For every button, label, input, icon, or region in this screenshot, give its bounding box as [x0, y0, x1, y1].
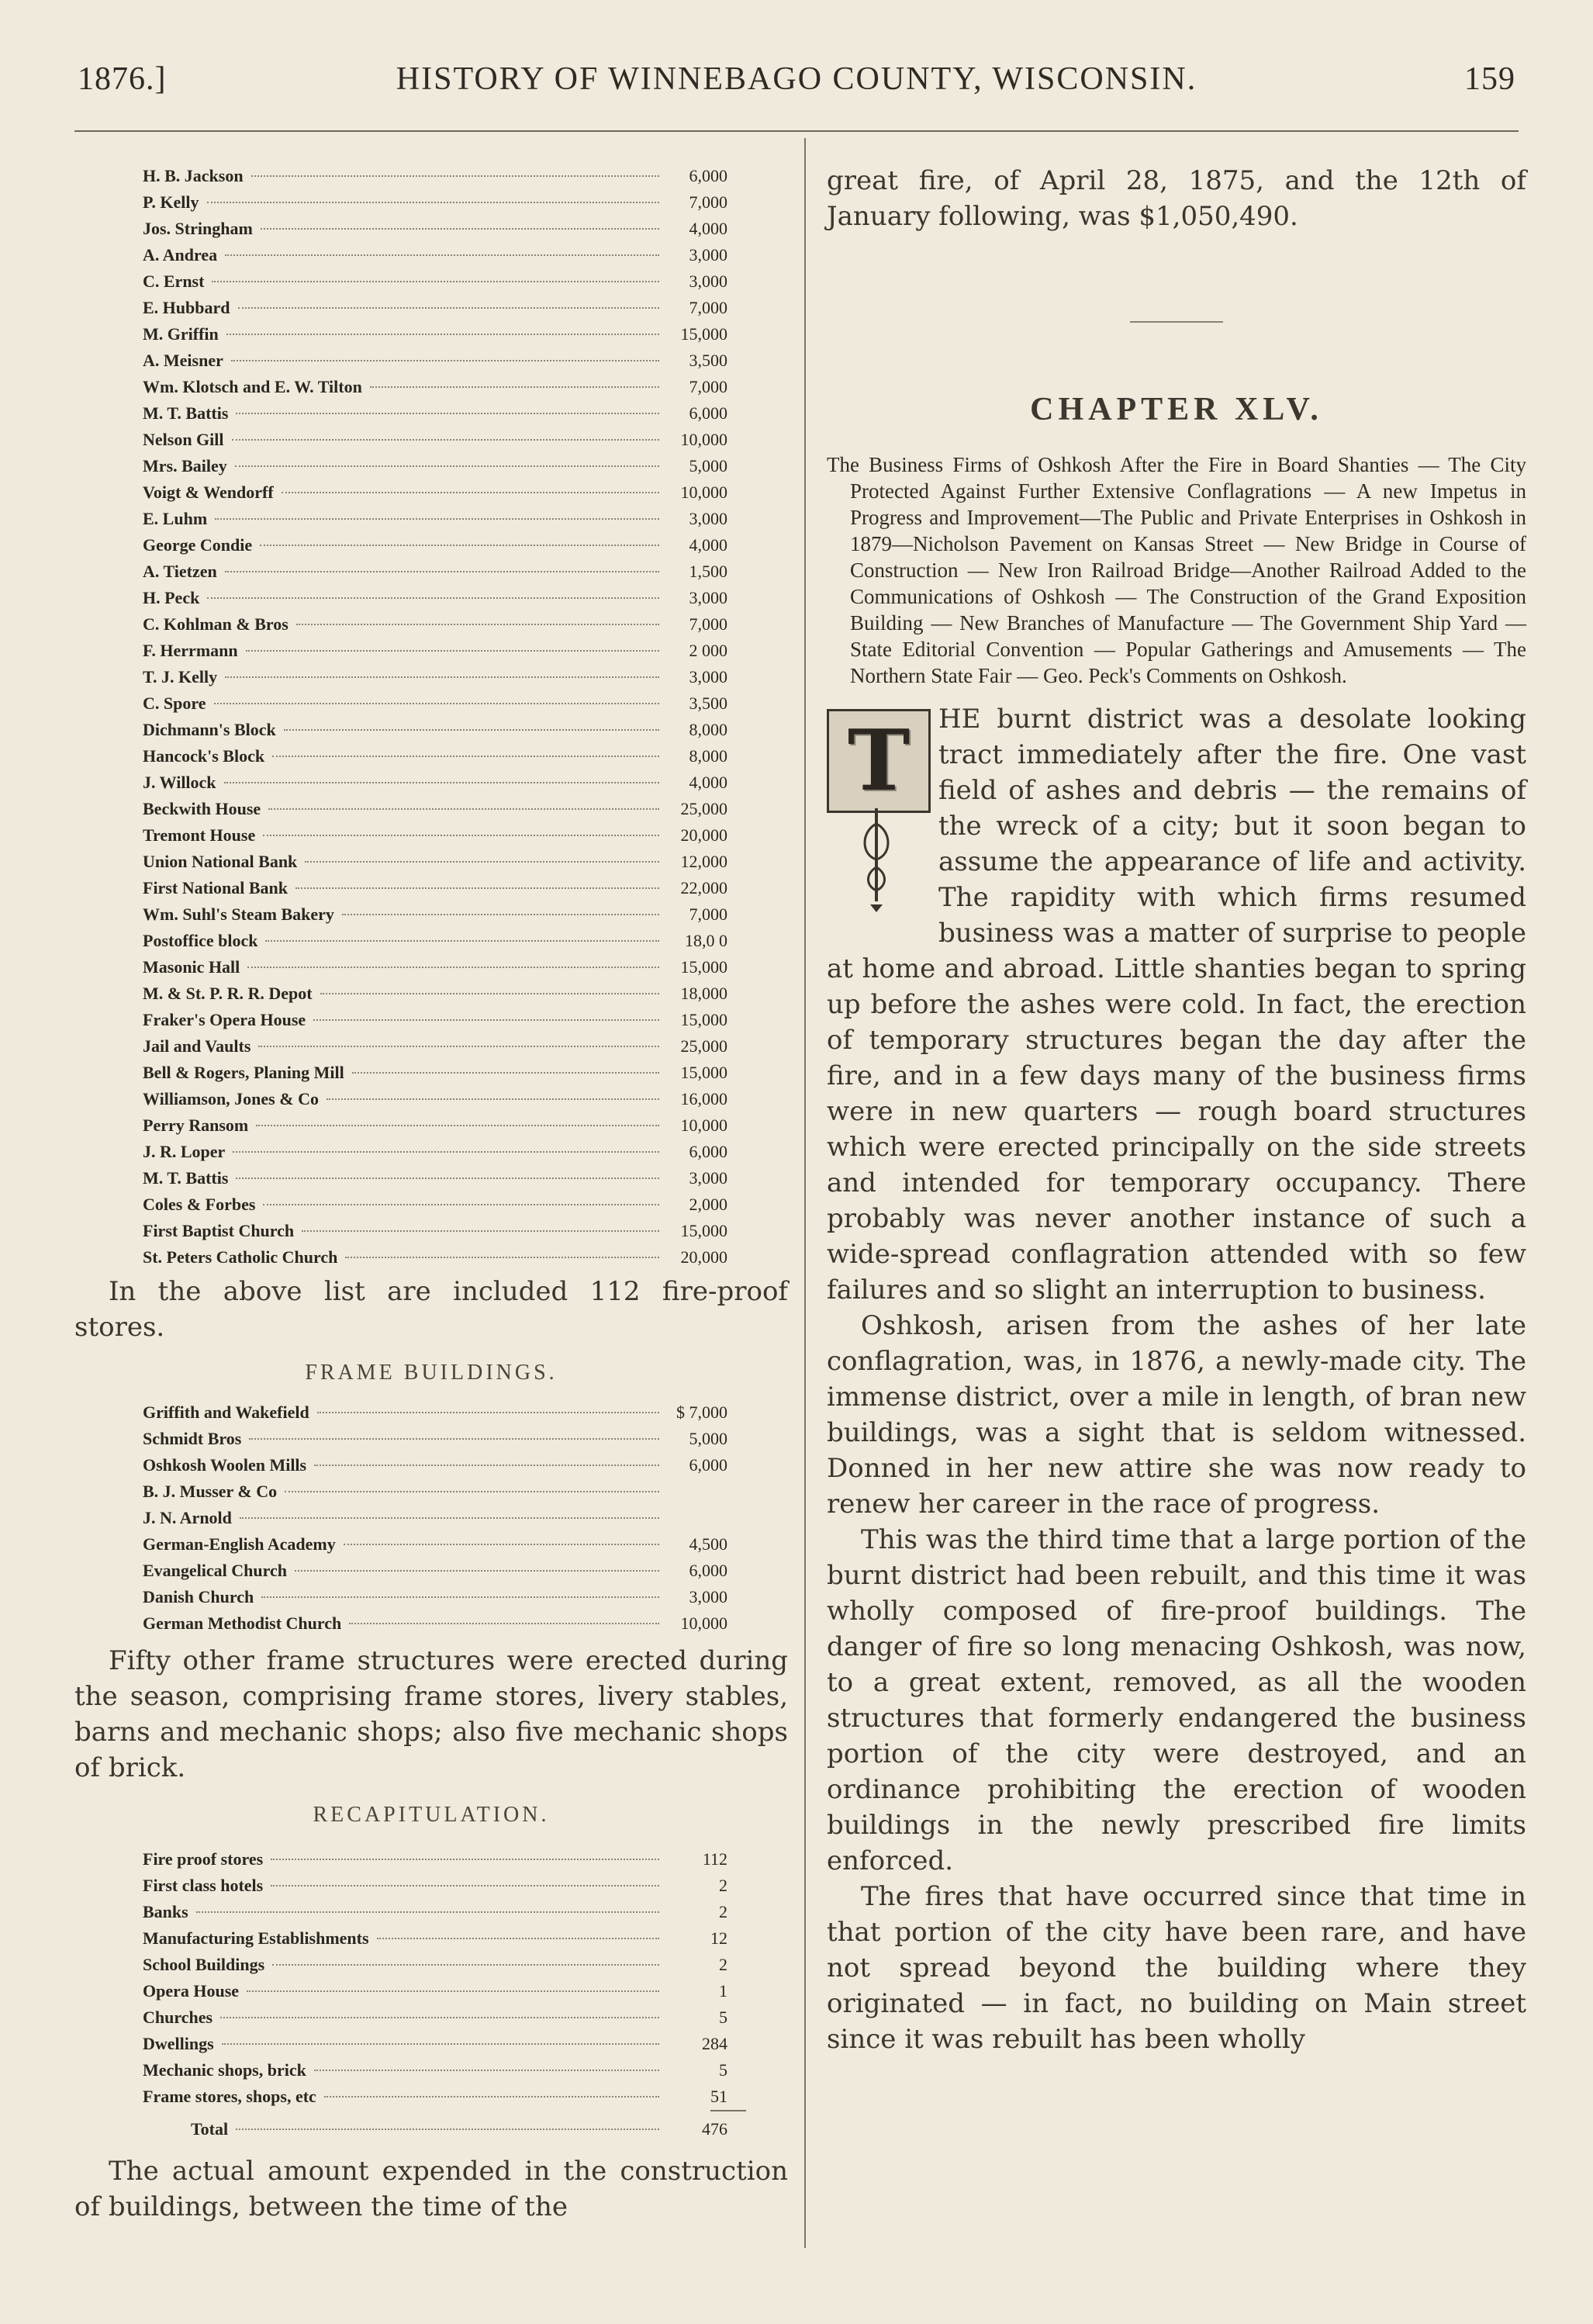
- list-item: [74, 585, 788, 611]
- leader-dots: [220, 2017, 659, 2018]
- item-name: Oshkosh Woolen Mills: [143, 1455, 307, 1475]
- leader-dots: [296, 624, 659, 625]
- leader-dots: [225, 676, 659, 678]
- item-value: 2,000: [689, 1195, 727, 1214]
- item-value: 12,000: [680, 852, 727, 871]
- leader-dots: [305, 861, 659, 863]
- list-item: [74, 1584, 788, 1610]
- leader-dots: [295, 1570, 659, 1572]
- list-item: [74, 690, 788, 717]
- total-value: 476: [702, 2119, 727, 2139]
- leader-dots: [231, 360, 659, 361]
- item-value: 6,000: [689, 166, 727, 185]
- leader-dots: [295, 887, 659, 889]
- item-name: H. Peck: [143, 588, 200, 607]
- list-item: [74, 875, 788, 901]
- leader-dots: [207, 202, 659, 203]
- list-item: [74, 1426, 788, 1452]
- item-value: 8,000: [689, 746, 727, 766]
- item-name: C. Kohlman & Bros: [143, 614, 289, 634]
- item-name: M. & St. P. R. R. Depot: [143, 984, 313, 1003]
- leader-dots: [313, 1019, 659, 1021]
- brick-buildings-list: [74, 163, 788, 1271]
- item-name: J. Willock: [143, 773, 216, 792]
- leader-dots: [284, 729, 659, 731]
- item-name: Perry Ransom: [143, 1115, 249, 1135]
- opening-paragraph-block: [827, 701, 1526, 1308]
- list-item: [74, 1191, 788, 1218]
- header-title: HISTORY OF WINNEBAGO COUNTY, WISCONSIN.: [396, 61, 1197, 97]
- item-name: Jail and Vaults: [143, 1036, 251, 1056]
- item-value: 3,000: [689, 245, 727, 265]
- item-name: A. Tietzen: [143, 562, 217, 581]
- item-name: Mechanic shops, brick: [143, 2060, 306, 2080]
- leader-dots: [236, 1178, 659, 1179]
- item-name: M. Griffin: [143, 324, 219, 344]
- chapter-title: CHAPTER XLV.: [1030, 392, 1323, 427]
- list-item: [74, 1505, 788, 1531]
- list-item: [74, 638, 788, 664]
- section-ornament-rule: [1130, 321, 1223, 323]
- list-item: [74, 1531, 788, 1558]
- leader-dots: [314, 2070, 659, 2071]
- list-item: [74, 1610, 788, 1637]
- list-item: [74, 374, 788, 400]
- list-item: [74, 348, 788, 374]
- item-name: School Buildings: [143, 1955, 265, 1974]
- list-item: [74, 216, 788, 242]
- leader-dots: [261, 1596, 659, 1598]
- item-value: 6,000: [689, 403, 727, 423]
- list-item: [74, 189, 788, 216]
- running-head: [78, 61, 1515, 107]
- list-item: [74, 1478, 788, 1505]
- item-name: First Baptist Church: [143, 1221, 295, 1240]
- drop-cap-frame: [827, 709, 931, 813]
- item-name: Hancock's Block: [143, 746, 265, 766]
- item-value: 18,000: [680, 984, 727, 1003]
- item-value: 10,000: [680, 1613, 727, 1633]
- item-value: 7,000: [689, 192, 727, 212]
- list-item: [74, 743, 788, 769]
- list-item: [74, 1952, 788, 1978]
- list-item: [74, 163, 788, 189]
- leader-dots: [271, 1885, 659, 1887]
- item-name: Wm. Suhl's Steam Bakery: [143, 904, 334, 924]
- item-name: Opera House: [143, 1981, 240, 2001]
- leader-dots: [247, 967, 659, 968]
- item-name: Nelson Gill: [143, 430, 224, 449]
- item-name: Schmidt Bros: [143, 1429, 242, 1448]
- item-value: 7,000: [689, 298, 727, 317]
- item-name: Tremont House: [143, 825, 256, 845]
- item-value: 22,000: [680, 878, 727, 897]
- item-name: J. R. Loper: [143, 1142, 226, 1161]
- leader-dots: [271, 1859, 659, 1860]
- item-name: Evangelical Church: [143, 1561, 288, 1580]
- item-name: St. Peters Catholic Church: [143, 1247, 338, 1267]
- item-name: Fire proof stores: [143, 1849, 264, 1869]
- leader-dots: [263, 1204, 659, 1205]
- list-item: [74, 321, 788, 348]
- list-item: [74, 1244, 788, 1271]
- burnt-district-paragraph: HE burnt district was a desolate looking tract immediately after the fire. One vast field of ashes and debris — the remains of the wreck of a city; but it soon began to assume the appearance of life and activity. The rapidity with which firms resumed business was a matter of surprise to people at home and abroad. Little shanties began to spring up before the ashes were cold. In fact, the erection of temporary structures began the day after the fire, and in a few days many of the business firms were in new quarters — rough board structures which were erected principally on the side streets and intended for temporary occupancy. There probably was never another instance of such a wide-spread conflagration attended with so few failures and so slight an interruption to business.: [827, 704, 1526, 1306]
- list-item: [74, 954, 788, 980]
- list-item: [74, 901, 788, 928]
- total-label: Total: [191, 2119, 229, 2139]
- list-item: [74, 1033, 788, 1060]
- leader-dots: [258, 1046, 659, 1047]
- arisen-paragraph: Oshkosh, arisen from the ashes of her late conflagration, was, in 1876, a newly-made city. The immense district, over a mile in length, of bran new buildings, was a sight that is seldom witnessed. Donned in her new attire she was now ready to renew her career in the race of progress.: [827, 1310, 1526, 1520]
- list-item: [74, 822, 788, 849]
- leader-dots: [261, 228, 659, 230]
- list-item: [74, 2084, 788, 2110]
- list-item: [74, 849, 788, 875]
- item-name: Frame stores, shops, etc: [143, 2087, 316, 2106]
- item-value: 4,000: [689, 773, 727, 792]
- item-value: 1,500: [689, 562, 727, 581]
- leader-dots: [342, 914, 659, 915]
- item-name: Masonic Hall: [143, 957, 240, 977]
- item-value: 3,000: [689, 271, 727, 291]
- item-name: Voigt & Wendorff: [143, 482, 274, 502]
- leader-dots: [349, 1623, 659, 1624]
- continuation-paragraph: great fire, of April 28, 1875, and the 12th of January following, was $1,050,490.: [827, 165, 1526, 232]
- leader-dots: [196, 1911, 659, 1913]
- list-item: [74, 559, 788, 585]
- leader-dots: [314, 1465, 659, 1466]
- item-name: A. Andrea: [143, 245, 218, 265]
- item-value: 25,000: [680, 799, 727, 818]
- leader-dots: [214, 703, 660, 704]
- leader-dots: [272, 1964, 659, 1966]
- list-item: [74, 1060, 788, 1086]
- list-item: [74, 1399, 788, 1426]
- item-value: 15,000: [680, 324, 727, 344]
- recapitulation-list: [74, 1846, 788, 2110]
- list-item: [74, 295, 788, 321]
- drop-cap-letter: T: [847, 712, 911, 810]
- recapitulation-heading: RECAPITULATION.: [313, 1803, 550, 1827]
- item-name: A. Meisner: [143, 351, 223, 370]
- frame-buildings-heading: FRAME BUILDINGS.: [305, 1361, 558, 1385]
- item-name: B. J. Musser & Co: [143, 1482, 278, 1501]
- item-value: 7,000: [689, 904, 727, 924]
- leader-dots: [238, 307, 660, 309]
- fifty-frame-paragraph: Fifty other frame structures were erected during the season, comprising frame stores, livery stables, barns and mechanic shops; also five mechanic shops of brick.: [74, 1645, 788, 1783]
- actual-amount-paragraph: The actual amount expended in the construction of buildings, between the time of the: [74, 2156, 788, 2222]
- leader-dots: [263, 835, 659, 836]
- item-name: Fraker's Opera House: [143, 1010, 306, 1029]
- item-name: H. B. Jackson: [143, 166, 244, 185]
- item-name: Griffith and Wakefield: [143, 1402, 309, 1422]
- item-name: T. J. Kelly: [143, 667, 218, 686]
- leader-dots: [268, 808, 659, 810]
- list-item: [74, 1086, 788, 1112]
- item-value: 3,000: [689, 588, 727, 607]
- item-name: C. Ernst: [143, 271, 205, 291]
- leader-dots: [317, 1412, 659, 1413]
- chapter-synopsis: The Business Firms of Oshkosh After the Fire in Board Shanties — The City Protected Against Further Extensive Conflagrations — A new Impetus in Progress and Improvement—The Public and Private Enterprises in Oshkosh in 1879—Nicholson Pavement on Kansas Street — New Bridge in Course of Construction — New Iron Railroad Bridge—Another Railroad Added to the Communications of Oshkosh — The Construction of the Grand Exposition Building — New Branches of Manufacture — The Government Ship Yard — State Editorial Convention — Popular Gatherings and Amusements — The Northern State Fair — Geo. Peck's Comments on Oshkosh.: [827, 453, 1526, 687]
- leader-dots: [222, 2043, 659, 2045]
- item-name: First class hotels: [143, 1876, 264, 1895]
- leader-dots: [249, 1438, 659, 1440]
- leader-dots: [247, 1990, 659, 1992]
- right-column: [827, 163, 1526, 2057]
- list-item: [74, 769, 788, 796]
- item-name: M. T. Battis: [143, 403, 229, 423]
- item-value: 4,000: [689, 535, 727, 555]
- item-value: $ 7,000: [676, 1402, 727, 1422]
- item-value: 8,000: [689, 720, 727, 739]
- list-item: [74, 506, 788, 532]
- item-name: German-English Academy: [143, 1534, 336, 1554]
- item-value: 10,000: [680, 1115, 727, 1135]
- item-value: 2: [719, 1902, 727, 1921]
- left-column: [74, 163, 788, 2225]
- item-name: German Methodist Church: [143, 1613, 342, 1633]
- leader-dots: [251, 175, 659, 177]
- list-item: [74, 1165, 788, 1191]
- leader-dots: [232, 439, 659, 441]
- list-item: [74, 980, 788, 1007]
- item-name: Churches: [143, 2008, 213, 2027]
- list-item: [74, 1558, 788, 1584]
- list-item: [74, 2031, 788, 2057]
- item-value: 5,000: [689, 1429, 727, 1448]
- drop-cap-flourish-icon: [856, 808, 897, 914]
- leader-dots: [207, 597, 659, 599]
- header-rule: [74, 130, 1519, 132]
- list-item: [74, 1139, 788, 1165]
- leader-dots: [265, 940, 659, 942]
- list-item: [74, 717, 788, 743]
- list-item: [74, 1873, 788, 1899]
- item-value: 15,000: [680, 957, 727, 977]
- item-value: 2: [719, 1955, 727, 1974]
- item-value: 3,500: [689, 351, 727, 370]
- item-value: 10,000: [680, 482, 727, 502]
- item-name: Mrs. Bailey: [143, 456, 227, 476]
- leader-dots: [233, 1151, 659, 1153]
- leader-dots: [225, 254, 659, 256]
- item-value: 3,500: [689, 693, 727, 713]
- list-item: [74, 427, 788, 453]
- item-name: J. N. Arnold: [143, 1508, 232, 1527]
- leader-dots: [236, 2129, 659, 2130]
- item-value: 5: [719, 2060, 727, 2080]
- item-name: P. Kelly: [143, 192, 199, 212]
- list-item: [74, 1218, 788, 1244]
- header-year: 1876.]: [78, 61, 167, 97]
- item-value: 15,000: [680, 1063, 727, 1082]
- item-value: 4,000: [689, 219, 727, 238]
- leader-dots: [235, 465, 659, 467]
- leader-dots: [240, 1517, 659, 1519]
- item-value: 25,000: [680, 1036, 727, 1056]
- item-value: 18,0 0: [685, 931, 727, 950]
- list-item: [74, 1925, 788, 1952]
- leader-dots: [320, 993, 659, 994]
- item-value: 7,000: [689, 377, 727, 396]
- item-value: 3,000: [689, 1587, 727, 1606]
- item-value: 5: [719, 2008, 727, 2027]
- list-item: [74, 611, 788, 638]
- item-value: 2: [719, 1876, 727, 1895]
- list-item: [74, 453, 788, 479]
- leader-dots: [224, 782, 659, 783]
- item-value: 3,000: [689, 509, 727, 528]
- leader-dots: [246, 650, 659, 652]
- list-item: [74, 796, 788, 822]
- leader-dots: [327, 1098, 659, 1100]
- drop-cap: [827, 701, 926, 918]
- item-value: 4,500: [689, 1534, 727, 1554]
- item-value: 20,000: [680, 1247, 727, 1267]
- item-name: Dwellings: [143, 2034, 214, 2053]
- item-name: Coles & Forbes: [143, 1195, 256, 1214]
- total-rule: [710, 2110, 746, 2111]
- item-value: 1: [719, 1981, 727, 2001]
- leader-dots: [225, 571, 659, 572]
- leader-dots: [236, 413, 659, 414]
- item-name: E. Hubbard: [143, 298, 230, 317]
- list-item: [74, 479, 788, 506]
- leader-dots: [215, 518, 659, 520]
- item-value: 6,000: [689, 1142, 727, 1161]
- leader-dots: [324, 2096, 659, 2097]
- item-value: 5,000: [689, 456, 727, 476]
- list-item: [74, 400, 788, 427]
- list-item: [74, 1899, 788, 1925]
- item-name: Dichmann's Block: [143, 720, 276, 739]
- list-item: [74, 928, 788, 954]
- leader-dots: [212, 281, 659, 282]
- item-name: Jos. Stringham: [143, 219, 253, 238]
- leader-dots: [272, 756, 659, 757]
- item-name: Beckwith House: [143, 799, 261, 818]
- item-value: 112: [702, 1849, 727, 1869]
- item-value: 284: [702, 2034, 727, 2053]
- list-item: [74, 532, 788, 559]
- item-name: Banks: [143, 1902, 188, 1921]
- item-value: 15,000: [680, 1010, 727, 1029]
- leader-dots: [285, 1491, 659, 1492]
- frame-buildings-list: [74, 1399, 788, 1637]
- item-value: 6,000: [689, 1455, 727, 1475]
- list-item: [74, 664, 788, 690]
- recapitulation-total: [74, 2116, 788, 2142]
- fireproof-paragraph: In the above list are included 112 fire-proof stores.: [74, 1276, 788, 1343]
- item-value: 2 000: [689, 641, 727, 660]
- leader-dots: [345, 1257, 659, 1258]
- item-value: 3,000: [689, 667, 727, 686]
- leader-dots: [260, 545, 659, 546]
- list-item: [74, 268, 788, 295]
- item-name: Manufacturing Establishments: [143, 1928, 369, 1948]
- item-value: 6,000: [689, 1561, 727, 1580]
- item-name: Williamson, Jones & Co: [143, 1089, 319, 1108]
- item-value: 7,000: [689, 614, 727, 634]
- item-value: 20,000: [680, 825, 727, 845]
- item-name: E. Luhm: [143, 509, 208, 528]
- item-name: Wm. Klotsch and E. W. Tilton: [143, 377, 362, 396]
- column-rule: [804, 138, 806, 2248]
- leader-dots: [370, 386, 659, 388]
- item-value: 12: [710, 1928, 727, 1948]
- third-time-paragraph: This was the third time that a large portion of the burnt district had been rebuilt, and this time it was wholly composed of fire-proof buildings. The danger of fire so long menacing Oshkosh, was now, to a great extent, removed, as all the wooden structures that formerly endangered the business portion of the city were destroyed, and an ordinance prohibiting the erection of wooden buildings in the newly prescribed fire limits enforced.: [827, 1524, 1527, 1876]
- item-name: Danish Church: [143, 1587, 254, 1606]
- item-name: Postoffice block: [143, 931, 258, 950]
- item-value: 16,000: [680, 1089, 727, 1108]
- list-item: [74, 2004, 788, 2031]
- list-item: [74, 242, 788, 268]
- item-name: Bell & Rogers, Planing Mill: [143, 1063, 344, 1082]
- item-value: 51: [710, 2087, 727, 2106]
- item-name: F. Herrmann: [143, 641, 238, 660]
- leader-dots: [256, 1125, 659, 1126]
- list-item: [74, 1978, 788, 2004]
- total-row: [74, 2116, 788, 2142]
- list-item: [74, 1452, 788, 1478]
- leader-dots: [302, 1230, 659, 1232]
- list-item: [74, 1846, 788, 1873]
- item-name: George Condie: [143, 535, 253, 555]
- page-number: 159: [1464, 61, 1515, 97]
- item-name: C. Spore: [143, 693, 206, 713]
- leader-dots: [377, 1938, 659, 1939]
- list-item: [74, 2057, 788, 2084]
- leader-dots: [344, 1544, 659, 1545]
- leader-dots: [226, 334, 659, 335]
- item-value: 3,000: [689, 1168, 727, 1188]
- item-name: M. T. Battis: [143, 1168, 229, 1188]
- list-item: [74, 1007, 788, 1033]
- item-name: First National Bank: [143, 878, 289, 897]
- leader-dots: [352, 1072, 659, 1074]
- item-value: 15,000: [680, 1221, 727, 1240]
- item-name: Union National Bank: [143, 852, 298, 871]
- item-value: 10,000: [680, 430, 727, 449]
- fires-paragraph: The fires that have occurred since that time in that portion of the city have been rare, and have not spread beyond the building where they originated — in fact, no building on Main street since it was rebuilt has been wholly: [827, 1881, 1526, 2055]
- list-item: [74, 1112, 788, 1139]
- leader-dots: [282, 492, 659, 493]
